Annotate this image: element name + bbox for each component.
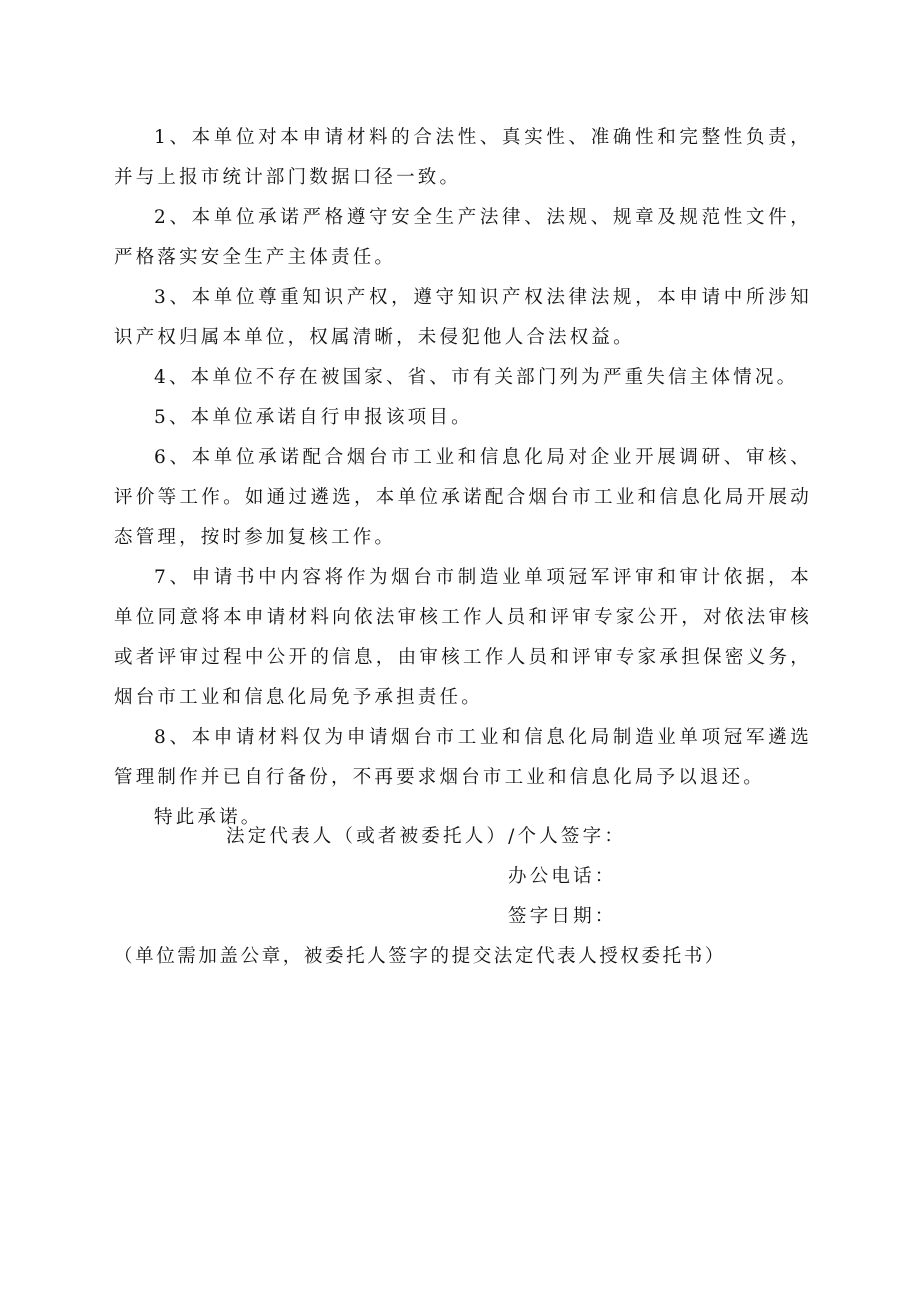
commitment-item-4: 4、本单位不存在被国家、省、市有关部门列为严重失信主体情况。 [154, 367, 799, 388]
commitment-item-2: 2、本单位承诺严格遵守安全生产法律、法规、规章及规范性文件，严格落实安全生产主体责任。 [114, 207, 812, 268]
commitment-item-1: 1、本单位对本申请材料的合法性、真实性、准确性和完整性负责，并与上报市统计部门数据口径一致。 [114, 127, 812, 188]
representative-signature-label: 法定代表人（或者被委托人）/个人签字： [226, 826, 627, 847]
seal-note: （单位需加盖公章，被委托人签字的提交法定代表人授权委托书） [114, 946, 726, 967]
commitment-body [114, 118, 812, 838]
commitment-item-3: 3、本单位尊重知识产权，遵守知识产权法律法规，本申请中所涉知识产权归属本单位，权属清晰，未侵犯他人合法权益。 [114, 287, 812, 348]
commitment-item-8: 8、本申请材料仅为申请烟台市工业和信息化局制造业单项冠军遴选管理制作并已自行备份，不再要求烟台市工业和信息化局予以退还。 [114, 727, 812, 788]
commitment-item-7: 7、申请书中内容将作为烟台市制造业单项冠军评审和审计依据，本单位同意将本申请材料向依法审核工作人员和评审专家公开，对依法审核或者评审过程中公开的信息，由审核工作人员和评审专家承担保密义务，烟台市工业和信息化局免予承担责任。 [114, 567, 812, 708]
commitment-item-6: 6、本单位承诺配合烟台市工业和信息化局对企业开展调研、审核、评价等工作。如通过遴选，本单位承诺配合烟台市工业和信息化局开展动态管理，按时参加复核工作。 [114, 447, 812, 548]
commitment-item-5: 5、本单位承诺自行申报该项目。 [154, 407, 473, 428]
signature-date-label: 签字日期： [508, 906, 617, 927]
office-phone-label: 办公电话： [508, 866, 617, 887]
closing-statement: 特此承诺。 [154, 807, 263, 828]
